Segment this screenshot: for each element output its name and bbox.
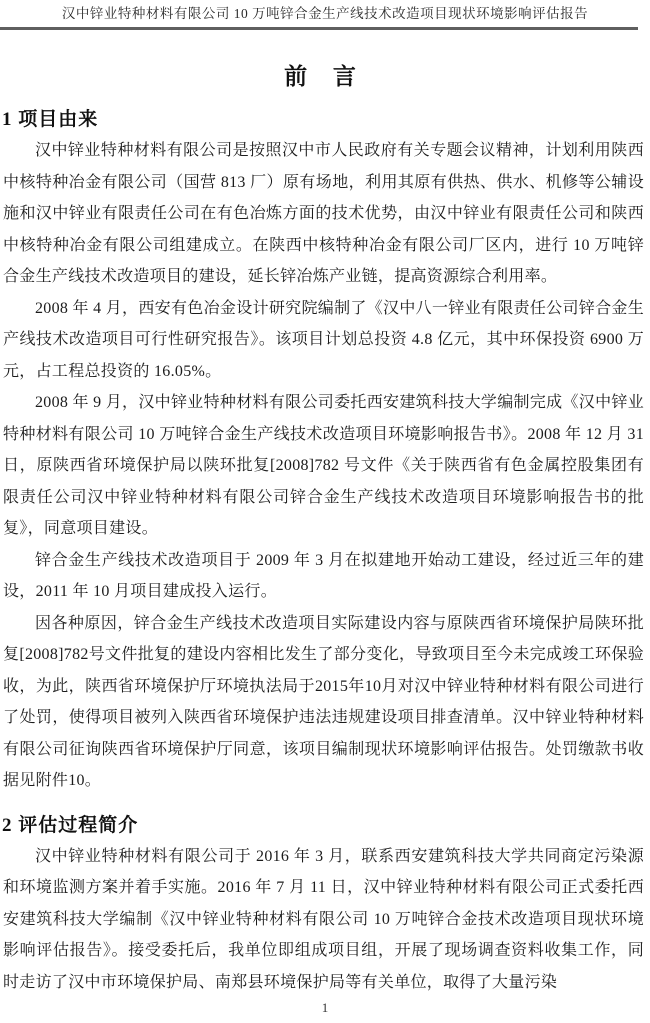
section-project-origin [0,104,650,797]
running-header: 汉中锌业特种材料有限公司 10 万吨锌合金生产线技术改造项目现状环境影响评估报告 [61,6,589,21]
section-2-heading: 2 评估过程简介 [2,814,139,836]
paragraph: 汉中锌业特种材料有限公司是按照汉中市人民政府有关专题会议精神，计划利用陕西中核特种冶金有限公司（国营 813 厂）原有场地，利用其原有供热、供水、机修等公辅设施和汉中锌业有限责任公司在有色冶炼方面的技术优势，由汉中锌业有限责任公司和陕西中核特种冶金有限公司组建成立。在陕西中核特种冶金有限公司厂区内，进行 10 万吨锌合金生产线技术改造项目的建设，延长锌冶炼产业链，提高资源综合利用率。 [3,142,644,285]
paragraph: 2008 年 4 月，西安有色冶金设计研究院编制了《汉中八一锌业有限责任公司锌合金生产线技术改造项目可行性研究报告》。该项目计划总投资 4.8 亿元，其中环保投资 6900 万元，占工程总投资的 16.05%。 [3,299,644,380]
page-number: 1 [321,1000,329,1015]
paragraph: 因各种原因，锌合金生产线技术改造项目实际建设内容与原陕西省环境保护局陕环批复[2008]782号文件批复的建设内容相比发生了部分变化，导致项目至今未完成竣工环保验收，为此，陕西省环境保护厅环境执法局于2015年10月对汉中锌业特种材料有限公司进行了处罚，使得项目被列入陕西省环境保护违法违规建设项目排查清单。汉中锌业特种材料有限公司征询陕西省环境保护厅同意，该项目编制现状环境影响评估报告。处罚缴款书收据见附件10。 [3,614,644,789]
section-1-heading: 1 项目由来 [2,109,99,130]
paragraph: 锌合金生产线技术改造项目于 2009 年 3 月在拟建地开始动工建设，经过近三年的建设，2011 年 10 月项目建成投入运行。 [3,551,644,600]
header-rule [0,27,638,30]
document-title: 前 言 [284,64,366,89]
paragraph: 2008 年 9 月，汉中锌业特种材料有限公司委托西安建筑科技大学编制完成《汉中锌业特种材料有限公司 10 万吨锌合金生产线技术改造项目环境影响报告书》。2008 年 12 月 31 日，原陕西省环境保护局以陕环批复[2008]782 号文件《关于陕西省有色金属控股集团有限责任公司汉中锌业特种材料有限公司锌合金生产线技术改造项目环境影响报告书的批复》，同意项目建设。 [3,394,644,537]
section-evaluation-process [0,810,650,999]
section-2-body [0,841,650,999]
paragraph: 汉中锌业特种材料有限公司于 2016 年 3 月，联系西安建筑科技大学共同商定污染源和环境监测方案并着手实施。2016 年 7 月 11 日，汉中锌业特种材料有限公司正式委托西安建筑科技大学编制《汉中锌业特种材料有限公司 10 万吨锌合金技术改造项目现状环境影响评估报告》。接受委托后，我单位即组成项目组，开展了现场调查资料收集工作，同时走访了汉中市环境保护局、南郑县环境保护局等有关单位，取得了大量污染 [3,847,644,991]
section-1-body [0,135,650,797]
